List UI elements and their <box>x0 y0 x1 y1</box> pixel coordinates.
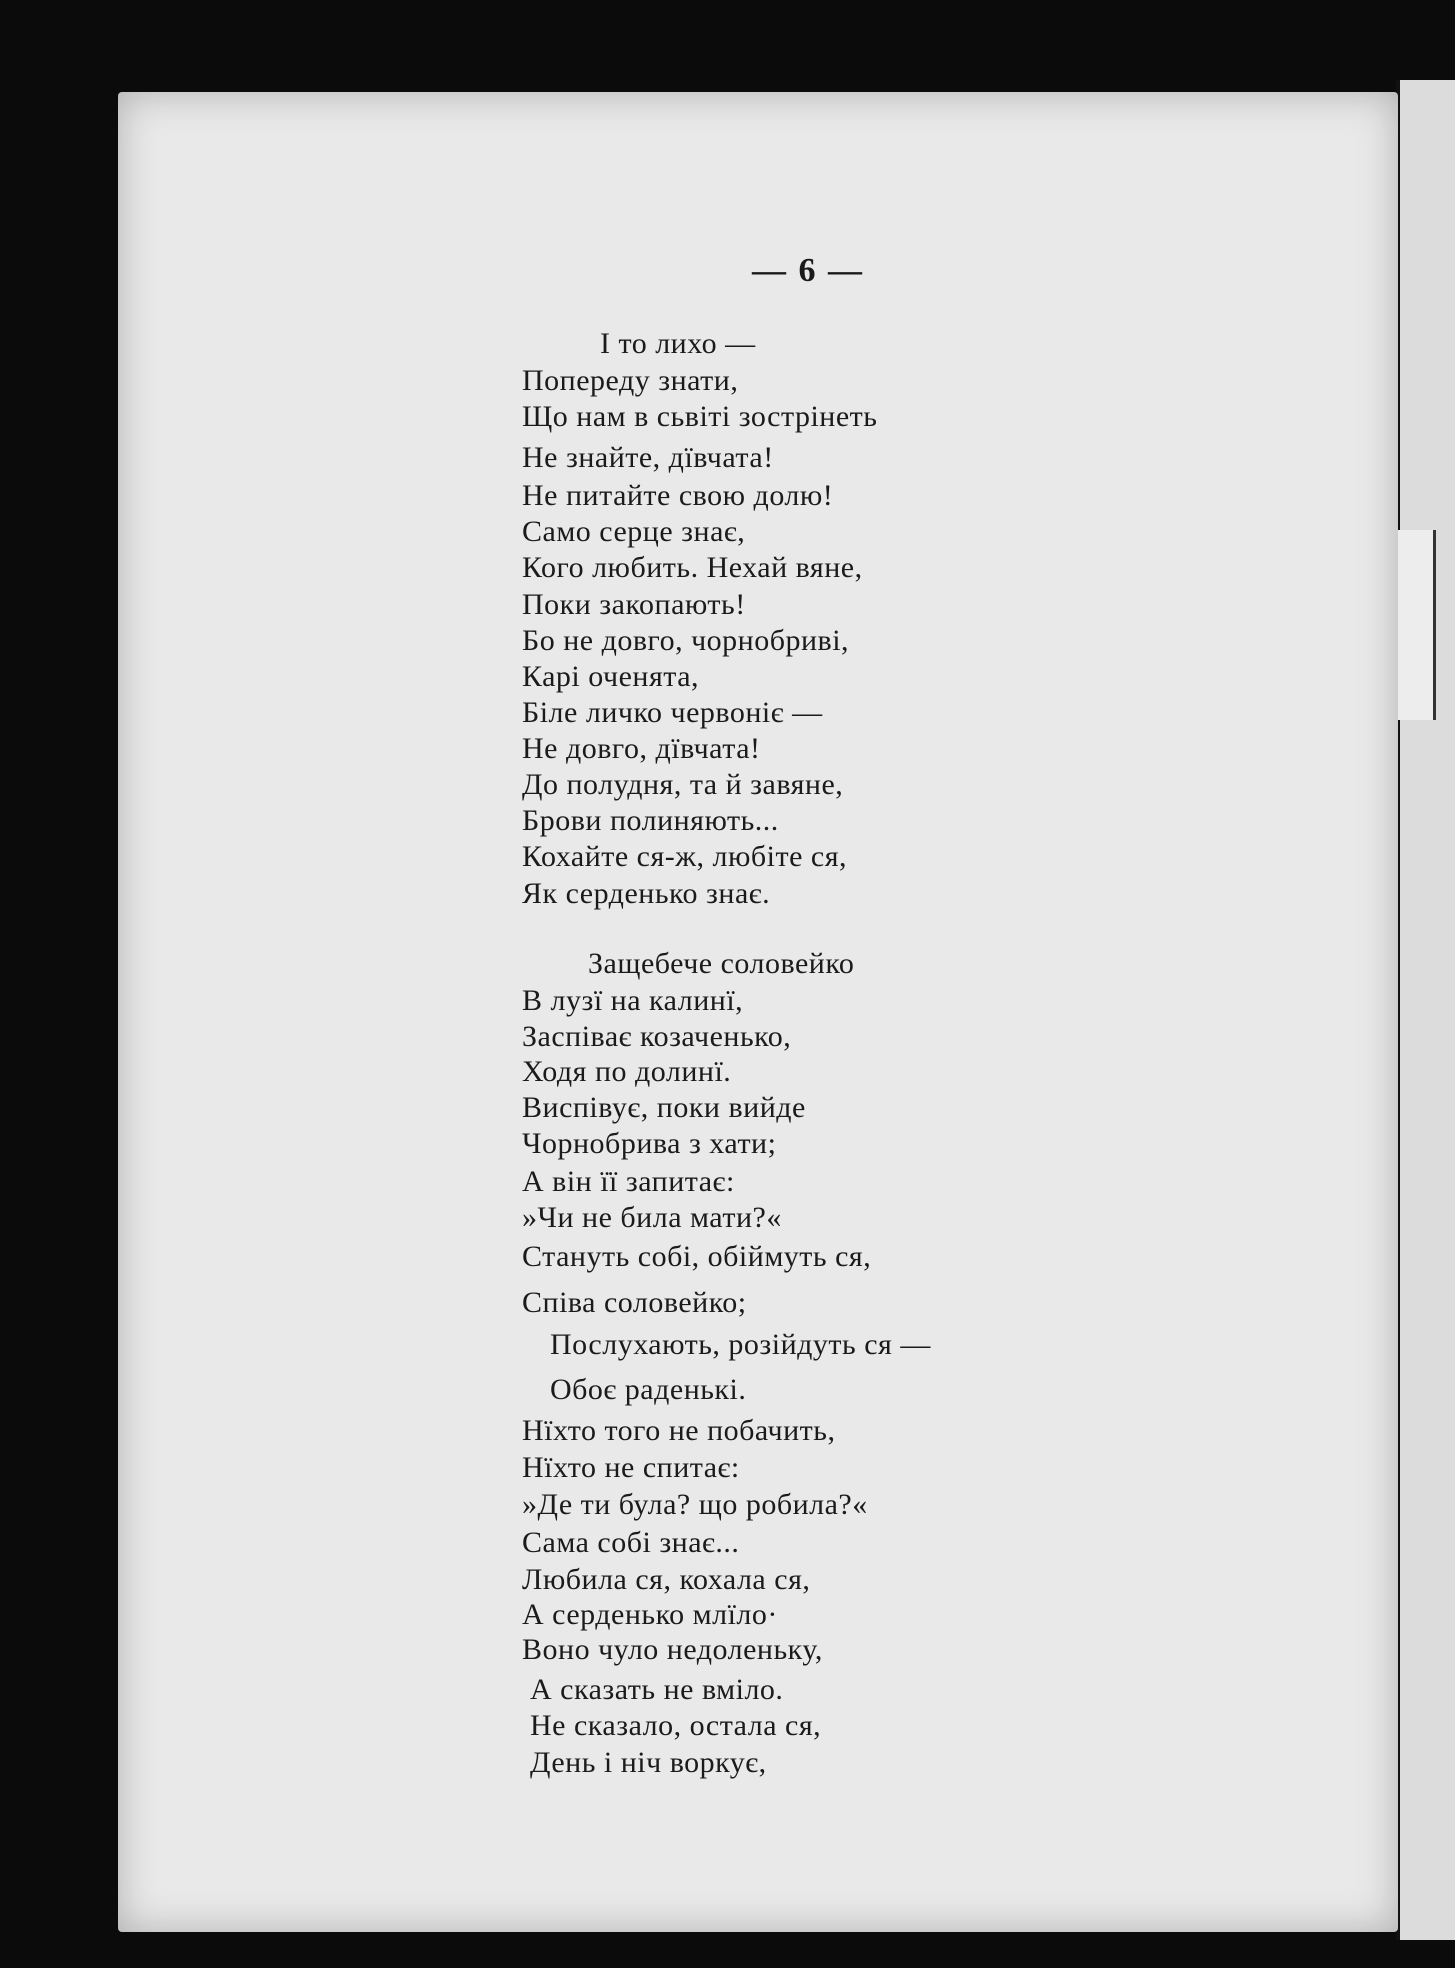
poem-line: Співа соловейко; <box>522 1286 747 1319</box>
poem-line: Обоє раденькі. <box>550 1373 747 1406</box>
poem-line: І то лихо — <box>600 327 756 360</box>
poem-line: Нїхто того не побачить, <box>522 1414 836 1447</box>
poem-line: Само серце знає, <box>522 515 746 548</box>
poem-line: Поки закопають! <box>522 588 746 621</box>
poem-line: Не питайте свою долю! <box>522 479 834 512</box>
adjacent-page-edge <box>1396 80 1455 1940</box>
poem-line: Біле личко червоніє — <box>522 696 823 729</box>
poem-line: А сказать не вміло. <box>530 1673 784 1706</box>
poem-line: Кохайте ся-ж, любіте ся, <box>522 840 848 873</box>
poem-line: Не сказало, остала ся, <box>530 1709 822 1742</box>
poem-line: Стануть собі, обіймуть ся, <box>522 1240 872 1273</box>
poem-line: Защебече соловейко <box>588 947 855 980</box>
poem-line: Як серденько знає. <box>522 877 771 910</box>
page-number: — 6 — <box>752 252 864 289</box>
poem-line: Брови полиняють... <box>522 804 779 837</box>
poem-line: Любила ся, кохала ся, <box>522 1563 811 1596</box>
poem-line: Попереду знати, <box>522 364 739 397</box>
poem-line: Що нам в сьвіті зострінеть <box>522 400 878 433</box>
poem-line: Карі оченята, <box>522 660 700 693</box>
poem-line: Не знайте, дївчата! <box>522 441 774 474</box>
poem-line: Чорнобрива з хати; <box>522 1127 777 1160</box>
poem-line: Кого любить. Нехай вяне, <box>522 551 863 584</box>
poem-line: Ходя по долинї. <box>522 1055 732 1088</box>
poem-line: Послухають, розійдуть ся — <box>550 1328 931 1361</box>
poem-line: В лузї на калинї, <box>522 984 744 1017</box>
poem-line: »Де ти була? що робила?« <box>522 1488 868 1521</box>
poem-line: До полудня, та й завяне, <box>522 768 844 801</box>
poem-line: Виспівує, поки вийде <box>522 1091 806 1124</box>
poem-line: Нїхто не спитає: <box>522 1451 740 1484</box>
poem-line: Заспіває козаченько, <box>522 1020 792 1053</box>
poem-line: Бо не довго, чорнобриві, <box>522 624 850 657</box>
poem-line: Сама собі знає... <box>522 1526 740 1559</box>
poem-line: А він її запитає: <box>522 1165 735 1198</box>
poem-line: А серденько млїло· <box>522 1598 778 1631</box>
poem-line: »Чи не била мати?« <box>522 1201 782 1234</box>
poem-line: День і ніч воркує, <box>530 1746 767 1779</box>
poem-line: Не довго, дївчата! <box>522 732 761 765</box>
poem-line: Воно чуло недоленьку, <box>522 1633 823 1666</box>
